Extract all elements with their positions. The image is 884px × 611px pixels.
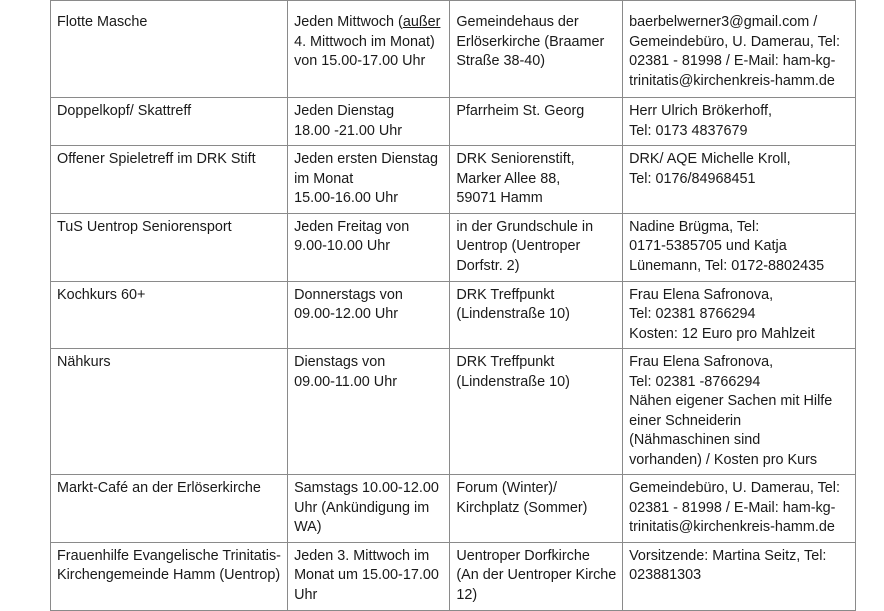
location-cell: DRK Seniorenstift, Marker Allee 88, 59071 Hamm — [450, 146, 623, 214]
time-cell — [288, 349, 450, 475]
location-cell: DRK Treffpunkt (Lindenstraße 10) — [450, 281, 623, 349]
time-cell: Jeden 3. Mittwoch im Monat um 15.00-17.00 Uhr — [288, 542, 450, 610]
table-row — [51, 475, 856, 543]
activity-cell — [51, 349, 288, 475]
activity-text: Nähkurs — [57, 354, 111, 370]
time-text-suffix: 4. Mittwoch im Monat) von 15.00-17.00 Uhr — [294, 33, 435, 69]
contact-cell: Vorsitzende: Martina Seitz, Tel: 023881303 — [623, 542, 856, 610]
table-row — [51, 542, 856, 610]
contact-cell: Frau Elena Safronova, Tel: 02381 8766294 Kosten: 12 Euro pro Mahlzeit — [623, 281, 856, 349]
contact-cell: baerbelwerner3@gmail.com / Gemeindebüro, U. Damerau, Tel: 02381 - 81998 / E-Mail: ham-kg- trinitatis@kirchenkreis-hamm.de — [623, 1, 856, 98]
table-row — [51, 146, 856, 214]
activity-cell: Doppelkopf/ Skattreff — [51, 98, 288, 146]
contact-cell: Herr Ulrich Brökerhoff, Tel: 0173 4837679 — [623, 98, 856, 146]
activity-cell: Offener Spieletreff im DRK Stift — [51, 146, 288, 214]
activity-cell: TuS Uentrop Seniorensport — [51, 213, 288, 281]
contact-cell: Gemeindebüro, U. Damerau, Tel: 02381 - 81998 / E-Mail: ham-kg- trinitatis@kirchenkreis-hamm.de — [623, 475, 856, 543]
contact-cell: DRK/ AQE Michelle Kroll, Tel: 0176/84968451 — [623, 146, 856, 214]
contact-cell: Nadine Brügma, Tel: 0171-5385705 und Katja Lünemann, Tel: 0172-8802435 — [623, 213, 856, 281]
activity-cell: Kochkurs 60+ — [51, 281, 288, 349]
location-cell — [450, 349, 623, 475]
time-text-underlined: außer — [402, 14, 441, 30]
activity-cell: Frauenhilfe Evangelische Trinitatis- Kirchengemeinde Hamm (Uentrop) — [51, 542, 288, 610]
location-cell: in der Grundschule in Uentrop (Uentroper Dorfstr. 2) — [450, 213, 623, 281]
contact-cell — [623, 349, 856, 475]
time-cell: Jeden Freitag von 9.00-10.00 Uhr — [288, 213, 450, 281]
location-text: DRK Treffpunkt (Lindenstraße 10) — [456, 354, 570, 390]
document-page — [50, 0, 856, 611]
table-row — [51, 281, 856, 349]
location-cell: Uentroper Dorfkirche (An der Uentroper Kirche 12) — [450, 542, 623, 610]
table-row — [51, 349, 856, 475]
table-row — [51, 98, 856, 146]
table-row — [51, 213, 856, 281]
time-cell: Donnerstags von 09.00-12.00 Uhr — [288, 281, 450, 349]
time-cell — [288, 1, 450, 98]
contact-text: Frau Elena Safronova, Tel: 02381 -8766294 Nähen eigener Sachen mit Hilfe einer Schneiderin (Nähmaschinen sind vorhanden) / Kosten pro Kurs — [629, 354, 833, 468]
location-cell: Pfarrheim St. Georg — [450, 98, 623, 146]
time-text-prefix: Jeden Mittwoch ( — [294, 14, 403, 30]
activity-cell: Markt-Café an der Erlöserkirche — [51, 475, 288, 543]
table-row — [51, 1, 856, 98]
time-cell: Jeden ersten Dienstag im Monat 15.00-16.00 Uhr — [288, 146, 450, 214]
activity-cell: Flotte Masche — [51, 1, 288, 98]
time-text: Dienstags von 09.00-11.00 Uhr — [294, 354, 397, 390]
activities-table — [50, 0, 856, 611]
time-cell: Samstags 10.00-12.00 Uhr (Ankündigung im WA) — [288, 475, 450, 543]
location-cell: Forum (Winter)/ Kirchplatz (Sommer) — [450, 475, 623, 543]
time-cell: Jeden Dienstag 18.00 -21.00 Uhr — [288, 98, 450, 146]
location-cell: Gemeindehaus der Erlöserkirche (Braamer Straße 38-40) — [450, 1, 623, 98]
